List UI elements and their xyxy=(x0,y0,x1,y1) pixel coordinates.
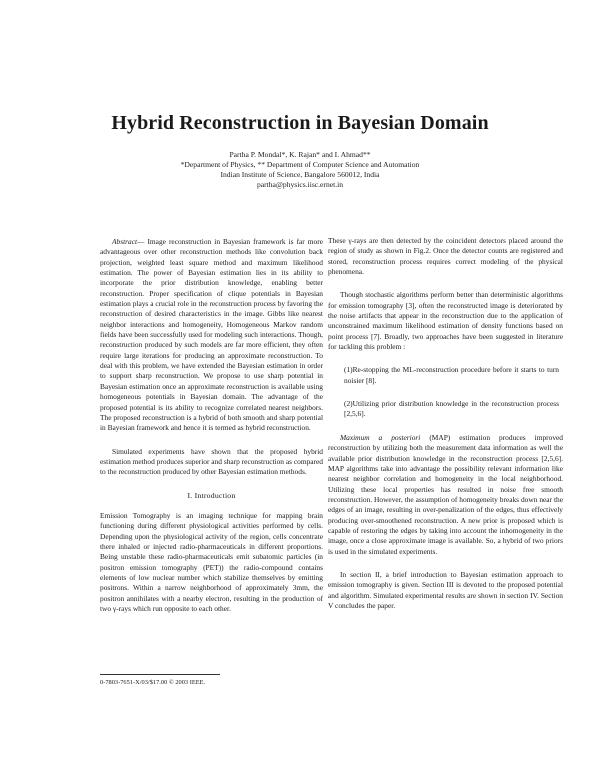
paper-title: Hybrid Reconstruction in Bayesian Domain xyxy=(111,112,489,134)
abstract-text: Image reconstruction in Bayesian framework is far more advantageous over other reconstruction methods like convolution back projection, weighted least square method and maximum likelihood estimation. The power of Bayesian estimation lies in its ability to incorporate the prior distribution knowledge, enabling better reconstruction. Proper specification of clique potentials in Bayesian estimation plays a crucial role in the reconstruction process by favoring the reconstruction of desired characteristics in the image. Gibbs like nearest neighbor interactions and homogeneity, Homogeneous Markov random fields have been successfully used for modeling such interactions. Though, reconstruction produced by such models are far more efficient, they often require large iterations for producing an approximate reconstruction. To deal with this problem, we have extended the Bayesian estimation in order to support sharp reconstruction. We propose to use sharp potential in Bayesian estimation once an approximate reconstruction is available using homogeneous potentials in Bayesian domain. The advantage of the proposed potential is its ability to recognize correlated nearest neighbors. The proposed reconstruction is a hybrid of both smooth and sharp potential in Bayesian framework and hence it is termed as hybrid reconstruction. xyxy=(100,237,323,433)
abstract-paragraph: Abstract— Image reconstruction in Bayesian framework is far more advantageous over other reconstruction methods like convolution back projection, weighted least square method and maximum likelihood estimation. The power of Bayesian estimation lies in its ability to incorporate the prior distribution knowledge, enabling better reconstruction. Proper specification of clique potentials in Bayesian estimation plays a crucial role in the reconstruction process by favoring the reconstruction of desired characteristics in the image. Gibbs like nearest neighbor interactions and homogeneity, Homogeneous Markov random fields have been successfully used for modeling such interactions. Though, reconstruction produced by such models are far more efficient, they often require large iterations for producing an approximate reconstruction. To deal with this problem, we have extended the Bayesian estimation in order to support sharp reconstruction. We propose to use sharp potential in Bayesian estimation once an approximate reconstruction is available using homogeneous potentials in Bayesian domain. The advantage of the proposed potential is its ability to recognize correlated nearest neighbors. The proposed reconstruction is a hybrid of both smooth and sharp potential in Bayesian framework and hence it is termed as hybrid reconstruction. xyxy=(100,237,323,433)
footnote-rule xyxy=(100,674,220,675)
abstract-results-paragraph: Simulated experiments have shown that the proposed hybrid estimation method produces superior and sharp reconstruction as compared to the reconstruction produced by other Bayesian estimation methods. xyxy=(100,446,323,477)
abstract-label: Abstract xyxy=(112,237,138,246)
map-emphasis: Maximum a posteriori xyxy=(340,432,421,442)
outline-paragraph: In section II, a brief introduction to Bayesian estimation approach to emission tomography is given. Section III is devoted to the proposed potential and algorithm. Simulated experimental results are shown in section IV. Section V concludes the paper. xyxy=(328,569,563,610)
approach-item-1: (1)Re-stopping the ML-reconstruction procedure before it starts to turn noisier [8]. xyxy=(344,365,559,385)
copyright-footer: 0-7803-7651-X/03/$17.00 © 2003 IEEE. xyxy=(100,679,206,686)
introduction-paragraph: Emission Tomography is an imaging technique for mapping brain functioning during different physiological activities performed by cells. Depending upon the physiological activity of the region, cells concentrate there inhaled or injected radio-pharmaceuticals in different proportions. Being unstable these radio-pharmaceuticals emit subatomic particles (in positron emission tomography (PET)) the radio-compound contains elements of low nuclear number which stabilize themselves by emitting positrons. Within a narrow neighborhood of approximately 3mm, the positron annihilates with a nearby electron, resulting in the production of two γ-rays which run opposite to each other. xyxy=(100,510,323,613)
author-block xyxy=(0,150,600,190)
stochastic-paragraph: Though stochastic algorithms perform better than deterministic algorithms for emission tomography [3], often the reconstructed image is deteriorated by the noise artifacts that appear in the reconstruction due to the application of unconstrained maximum likelihood estimation of density functions based on point process [7]. Broadly, two approaches have been suggested in literature for tackling this problem : xyxy=(328,290,563,352)
map-text: (MAP) estimation produces improved reconstruction by utilizing both the measurement data information as well the available prior distribution knowledge in the reconstruction process [2,5,6]. MAP algorithms take into advantage the possibility relevant information like nearest neighbor correlation and homogeneity in the local neighborhood. Utilizing these local properties has resulted in noise free smooth reconstruction. However, the assumption of homogeneity breaks down near the edges of an image, resulting in over-penalization of the edges, thus effectively producing over-smoothened reconstruction. A new prior is proposed which is capable of restoring the edges by taking into account the inhomogeneity in the image, once a close approximate image is available. So, a hybrid of two priors is used in the simulated experiments. xyxy=(328,432,563,556)
authors-line: Partha P. Mondal*, K. Rajan* and I. Ahmad** xyxy=(229,150,371,159)
left-column xyxy=(100,237,323,614)
detection-paragraph: These γ-rays are then detected by the coincident detectors placed around the region of study as shown in Fig.2. Once the detector counts are registered and stored, reconstruction process requires correct modeling of the physical phenomena. xyxy=(328,236,563,277)
section-heading-introduction: I. Introduction xyxy=(187,490,236,500)
approach-item-2: (2)Utilizing prior distribution knowledge in the reconstruction process [2,5,6]. xyxy=(344,399,559,419)
affiliation-line-2: Indian Institute of Science, Bangalore 560012, India xyxy=(220,170,380,179)
affiliation-line-1: *Department of Physics, ** Department of Computer Science and Automation xyxy=(180,160,420,169)
right-column xyxy=(328,236,563,611)
author-email: partha@physics.iisc.ernet.in xyxy=(256,180,344,189)
map-paragraph xyxy=(328,433,563,557)
